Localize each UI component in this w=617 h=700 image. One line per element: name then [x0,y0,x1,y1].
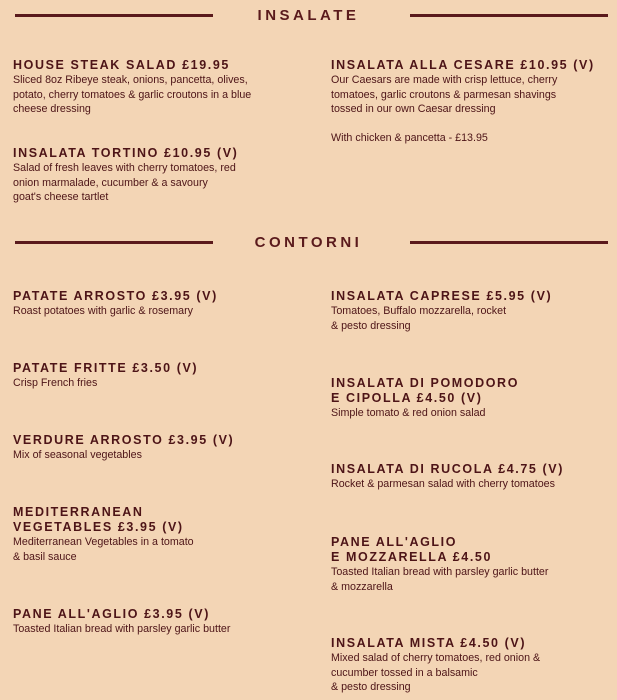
contorni-rule-right [410,241,608,244]
menu-item-pane-allaglio-e-mozzarella [331,535,611,594]
contorni-header [0,229,617,259]
item-title: INSALATA CAPRESE £5.95 (V) [331,289,553,303]
item-title: INSALATA ALLA CESARE £10.95 (V) [331,58,595,72]
insalate-header [0,2,617,32]
insalate-title: INSALATE [257,7,360,24]
menu-item-insalata-alla-cesare [331,58,611,145]
item-title: INSALATA DI POMODORO E CIPOLLA £4.50 (V) [331,376,520,405]
item-title: HOUSE STEAK SALAD £19.95 [13,58,230,72]
item-title: INSALATA DI RUCOLA £4.75 (V) [331,462,565,476]
item-title: VERDURE ARROSTO £3.95 (V) [13,433,235,447]
menu-item-house-steak-salad [13,58,293,117]
item-title: PATATE FRITTE £3.50 (V) [13,361,199,375]
item-description: Salad of fresh leaves with cherry tomatoes, red onion marmalade, cucumber & a savoury goat's cheese tartlet [13,162,236,203]
item-description: Simple tomato & red onion salad [331,407,486,419]
menu-item-verdure-arrosto [13,433,293,463]
menu-item-pane-allaglio [13,607,293,637]
menu-item-mediterranean-vegetables [13,505,293,564]
item-description: Toasted Italian bread with parsley garlic butter & mozzarella [331,566,549,593]
item-description: Sliced 8oz Ribeye steak, onions, pancetta, olives, potato, cherry tomatoes & garlic croutons in a blue cheese dressing [13,74,252,115]
item-title: INSALATA MISTA £4.50 (V) [331,636,527,650]
menu-item-insalata-di-pomodoro [331,376,611,421]
item-description: Mixed salad of cherry tomatoes, red onion & cucumber tossed in a balsamic & pesto dressing [331,652,541,693]
menu-item-patate-arrosto [13,289,293,319]
item-description: Roast potatoes with garlic & rosemary [13,305,193,317]
item-title: PANE ALL'AGLIO £3.95 (V) [13,607,210,621]
item-title: PANE ALL'AGLIO E MOZZARELLA £4.50 [331,535,492,564]
item-note: With chicken & pancetta - £13.95 [331,131,488,144]
menu-item-insalata-caprese [331,289,611,333]
contorni-title: CONTORNI [254,234,363,251]
item-description: Crisp French fries [13,377,98,389]
insalate-rule-right [410,14,608,17]
menu-item-insalata-mista [331,636,611,695]
item-title: MEDITERRANEAN VEGETABLES £3.95 (V) [13,505,184,534]
item-description: Mix of seasonal vegetables [13,449,142,461]
item-description: Tomatoes, Buffalo mozzarella, rocket & pesto dressing [331,305,507,332]
item-description: Our Caesars are made with crisp lettuce, cherry tomatoes, garlic croutons & parmesan shavings tossed in our own Caesar dressing [331,74,558,115]
item-description: Rocket & parmesan salad with cherry tomatoes [331,478,555,490]
item-title: PATATE ARROSTO £3.95 (V) [13,289,218,303]
item-description: Toasted Italian bread with parsley garlic butter [13,623,231,635]
menu-item-insalata-di-rucola [331,462,611,492]
menu-item-insalata-tortino [13,146,293,205]
item-title: INSALATA TORTINO £10.95 (V) [13,146,239,160]
menu-item-patate-fritte [13,361,293,391]
item-description: Mediterranean Vegetables in a tomato & basil sauce [13,536,194,563]
